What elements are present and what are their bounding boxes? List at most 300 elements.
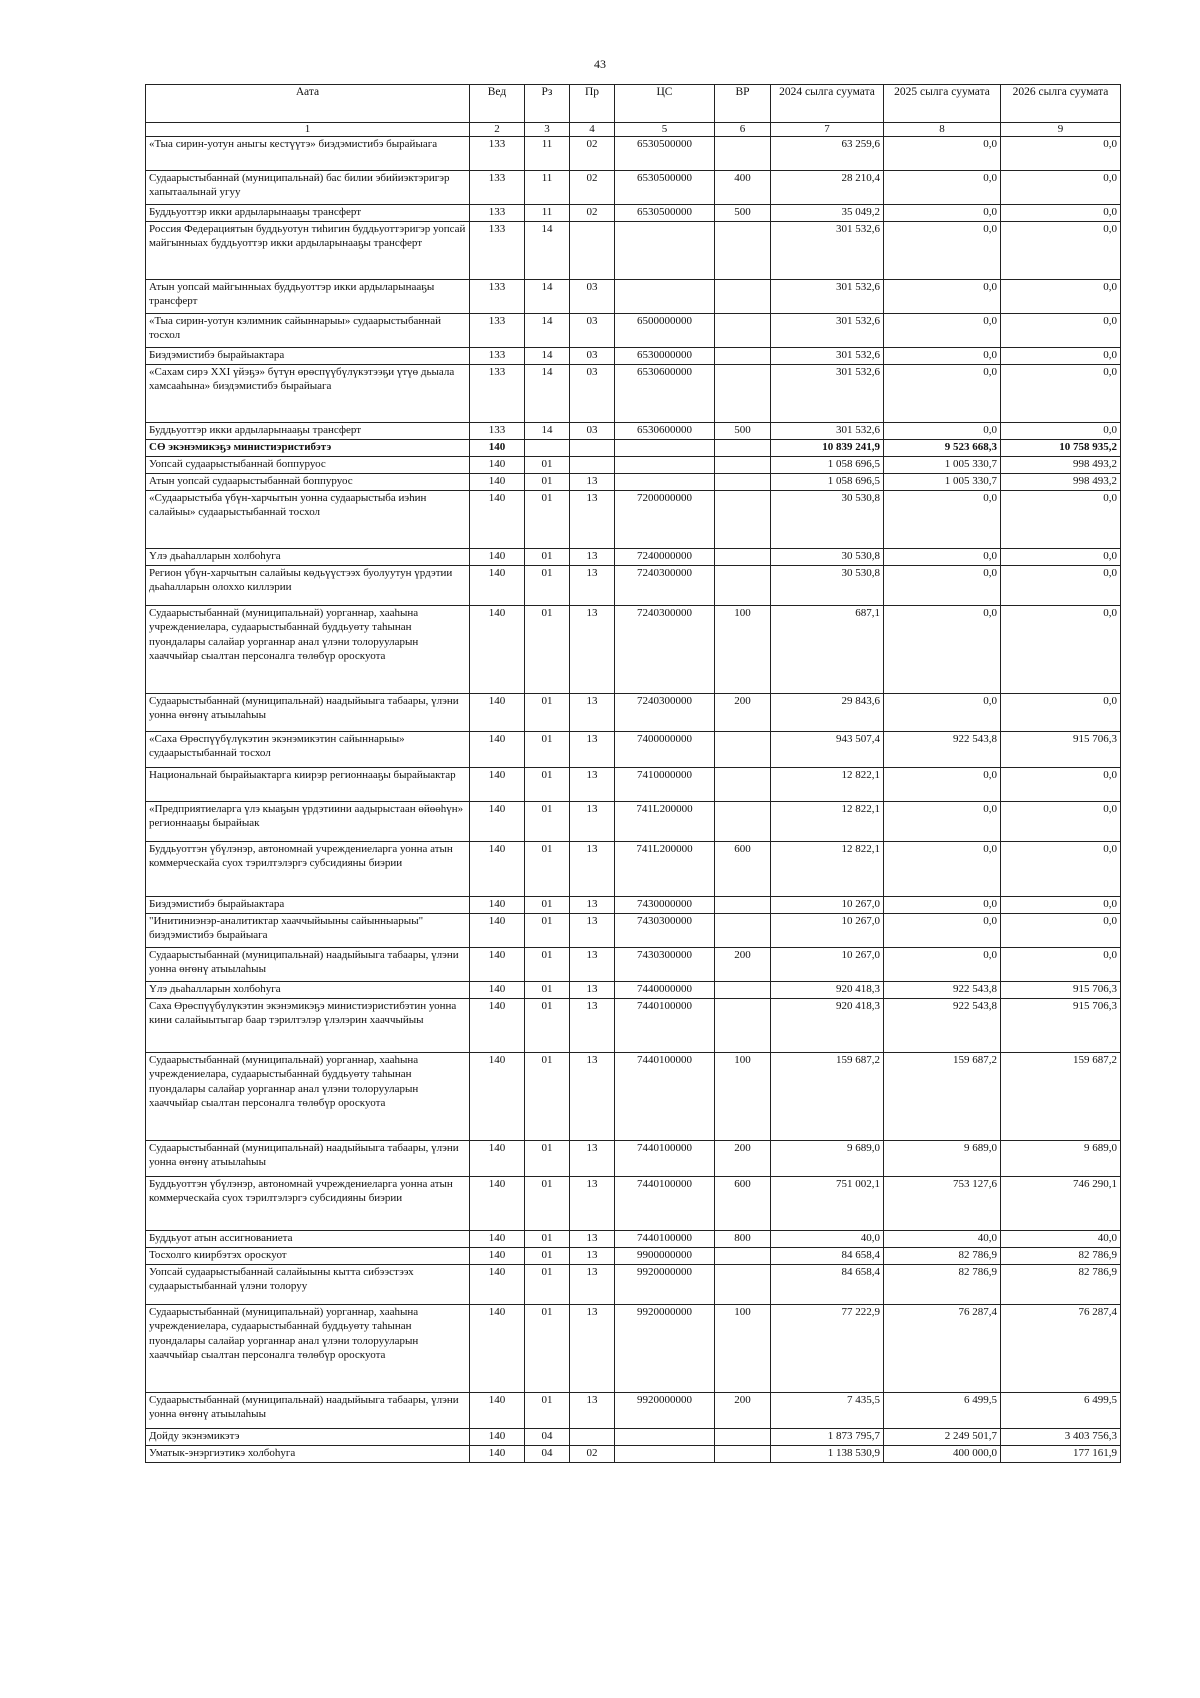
cell-2024: 12 822,1 — [771, 768, 884, 802]
cell-pr: 02 — [570, 205, 615, 222]
cell-name: Регион үбүн-харчытын салайыы көдьүүстээх буолуутун үрдэтии дьаһалларын олоххо киллэрии — [146, 566, 470, 606]
cell-cs: 6500000000 — [615, 314, 715, 348]
table-row — [146, 280, 1121, 314]
cell-vr: 400 — [715, 171, 771, 205]
cell-cs: 9900000000 — [615, 1248, 715, 1265]
cell-rz: 01 — [525, 1393, 570, 1429]
cell-2024: 28 210,4 — [771, 171, 884, 205]
cell-2026: 40,0 — [1001, 1231, 1121, 1248]
cell-cs: 741L200000 — [615, 842, 715, 897]
cell-2026: 9 689,0 — [1001, 1141, 1121, 1177]
cell-pr: 13 — [570, 732, 615, 768]
cell-pr — [570, 222, 615, 280]
cell-cs: 7410000000 — [615, 768, 715, 802]
cell-cs: 7240000000 — [615, 549, 715, 566]
cell-pr: 13 — [570, 999, 615, 1053]
cell-2025: 0,0 — [884, 222, 1001, 280]
cell-2026: 915 706,3 — [1001, 982, 1121, 999]
table-row — [146, 348, 1121, 365]
cell-ved: 140 — [470, 802, 525, 842]
cell-2026: 0,0 — [1001, 549, 1121, 566]
cell-ved: 140 — [470, 1446, 525, 1463]
cell-2025: 0,0 — [884, 842, 1001, 897]
cell-name: Судаарыстыбаннай (муниципальнай) наадыйыыга табаары, үлэни уонна өҥөнү атыылаһыы — [146, 694, 470, 732]
cell-2024: 84 658,4 — [771, 1265, 884, 1305]
cell-ved: 133 — [470, 137, 525, 171]
cell-cs: 6530500000 — [615, 137, 715, 171]
cell-ved: 140 — [470, 999, 525, 1053]
cell-name: Атын уопсай майгынныах буддьуоттэр икки ардыларынааҕы трансферт — [146, 280, 470, 314]
table-row — [146, 549, 1121, 566]
table-row — [146, 897, 1121, 914]
table-row — [146, 732, 1121, 768]
table-row — [146, 491, 1121, 549]
cell-ved: 140 — [470, 1177, 525, 1231]
cell-rz: 01 — [525, 457, 570, 474]
cell-vr — [715, 897, 771, 914]
cell-cs: 6530600000 — [615, 423, 715, 440]
cell-rz: 14 — [525, 365, 570, 423]
budget-table — [145, 84, 1121, 1463]
cell-name: Атын уопсай судаарыстыбаннай боппуруос — [146, 474, 470, 491]
col-header-cs: ЦС — [615, 85, 715, 123]
cell-ved: 140 — [470, 566, 525, 606]
cell-pr: 13 — [570, 897, 615, 914]
cell-rz: 01 — [525, 914, 570, 948]
cell-pr: 13 — [570, 1053, 615, 1141]
cell-2025: 0,0 — [884, 606, 1001, 694]
cell-ved: 133 — [470, 280, 525, 314]
table-row — [146, 222, 1121, 280]
cell-2026: 0,0 — [1001, 171, 1121, 205]
cell-vr — [715, 1446, 771, 1463]
cell-2025: 0,0 — [884, 423, 1001, 440]
col-number: 5 — [615, 123, 715, 137]
cell-rz: 01 — [525, 897, 570, 914]
col-number: 9 — [1001, 123, 1121, 137]
cell-name: Судаарыстыбаннай (муниципальнай) наадыйыыга табаары, үлэни уонна өҥөнү атыылаһыы — [146, 1141, 470, 1177]
cell-rz: 01 — [525, 1177, 570, 1231]
cell-2024: 9 689,0 — [771, 1141, 884, 1177]
cell-rz: 01 — [525, 1265, 570, 1305]
cell-2026: 82 786,9 — [1001, 1248, 1121, 1265]
cell-name: Уопсай судаарыстыбаннай салайыыны кытта сибээстээх судаарыстыбаннай үлэни толоруу — [146, 1265, 470, 1305]
cell-2026: 0,0 — [1001, 491, 1121, 549]
cell-vr — [715, 222, 771, 280]
cell-2024: 7 435,5 — [771, 1393, 884, 1429]
cell-cs: 6530500000 — [615, 171, 715, 205]
cell-2024: 1 058 696,5 — [771, 474, 884, 491]
cell-ved: 140 — [470, 842, 525, 897]
cell-ved: 140 — [470, 440, 525, 457]
cell-rz: 01 — [525, 1231, 570, 1248]
cell-rz: 01 — [525, 768, 570, 802]
cell-name: «Судаарыстыба үбүн-харчытын уонна судаарыстыба иэһин салайыы» судаарыстыбаннай тосхол — [146, 491, 470, 549]
cell-ved: 140 — [470, 457, 525, 474]
table-row — [146, 982, 1121, 999]
cell-cs: 6530600000 — [615, 365, 715, 423]
table-row — [146, 566, 1121, 606]
cell-name: Буддьуоттэр икки ардыларынааҕы трансферт — [146, 423, 470, 440]
cell-vr — [715, 457, 771, 474]
cell-pr: 13 — [570, 948, 615, 982]
cell-pr: 13 — [570, 768, 615, 802]
cell-cs: 9920000000 — [615, 1265, 715, 1305]
col-header-pr: Пр — [570, 85, 615, 123]
cell-name: Судаарыстыбаннай (муниципальнай) уорганнар, хааһына учреждениелара, судаарыстыбаннай буддьуөту таһынан пуондалары салайар уорганнар анал үлэни толорууларын хааччыйар сыалтан персоналга төлөбүр ороскуота — [146, 606, 470, 694]
cell-pr: 03 — [570, 348, 615, 365]
cell-rz: 14 — [525, 280, 570, 314]
cell-rz: 14 — [525, 348, 570, 365]
cell-name: Уматык-энэргиэтикэ холбоһуга — [146, 1446, 470, 1463]
cell-name: "Инитиниэнэр-аналитиктар хааччыйыыны сайынныарыы" биэдэмистибэ бырайыага — [146, 914, 470, 948]
cell-vr — [715, 1248, 771, 1265]
table-row — [146, 457, 1121, 474]
cell-name: Буддьуоттэр икки ардыларынааҕы трансферт — [146, 205, 470, 222]
table-row — [146, 1446, 1121, 1463]
cell-vr — [715, 474, 771, 491]
cell-2024: 63 259,6 — [771, 137, 884, 171]
col-number: 8 — [884, 123, 1001, 137]
cell-rz: 11 — [525, 171, 570, 205]
cell-pr: 02 — [570, 1446, 615, 1463]
cell-2024: 1 138 530,9 — [771, 1446, 884, 1463]
cell-2025: 0,0 — [884, 768, 1001, 802]
column-number-row — [146, 123, 1121, 137]
cell-2025: 0,0 — [884, 365, 1001, 423]
table-row — [146, 1177, 1121, 1231]
cell-2026: 0,0 — [1001, 222, 1121, 280]
cell-rz: 04 — [525, 1446, 570, 1463]
col-header-2026: 2026 сылга суумата — [1001, 85, 1121, 123]
table-row — [146, 1248, 1121, 1265]
cell-2025: 0,0 — [884, 314, 1001, 348]
col-number: 1 — [146, 123, 470, 137]
col-number: 2 — [470, 123, 525, 137]
cell-2026: 10 758 935,2 — [1001, 440, 1121, 457]
col-header-2025: 2025 сылга суумата — [884, 85, 1001, 123]
cell-2025: 0,0 — [884, 491, 1001, 549]
cell-vr — [715, 768, 771, 802]
col-number: 4 — [570, 123, 615, 137]
cell-rz: 14 — [525, 423, 570, 440]
cell-vr: 200 — [715, 948, 771, 982]
cell-2025: 0,0 — [884, 205, 1001, 222]
cell-2024: 10 267,0 — [771, 897, 884, 914]
cell-vr — [715, 137, 771, 171]
cell-2024: 10 839 241,9 — [771, 440, 884, 457]
cell-name: Россия Федерациятын буддьуотун тиһигин буддьуоттэригэр уопсай майгынныах буддьуоттэр икки ардыларынааҕы трансферт — [146, 222, 470, 280]
cell-2026: 0,0 — [1001, 566, 1121, 606]
cell-2024: 920 418,3 — [771, 999, 884, 1053]
cell-pr: 13 — [570, 1265, 615, 1305]
cell-pr: 13 — [570, 842, 615, 897]
cell-cs: 7240300000 — [615, 606, 715, 694]
cell-pr: 13 — [570, 1177, 615, 1231]
cell-2024: 30 530,8 — [771, 491, 884, 549]
cell-rz: 01 — [525, 999, 570, 1053]
cell-ved: 133 — [470, 423, 525, 440]
cell-name: Судаарыстыбаннай (муниципальнай) наадыйыыга табаары, үлэни уонна өҥөнү атыылаһыы — [146, 1393, 470, 1429]
cell-2026: 159 687,2 — [1001, 1053, 1121, 1141]
cell-2025: 2 249 501,7 — [884, 1429, 1001, 1446]
cell-ved: 133 — [470, 314, 525, 348]
cell-pr — [570, 457, 615, 474]
cell-vr: 200 — [715, 694, 771, 732]
cell-ved: 140 — [470, 948, 525, 982]
table-row — [146, 842, 1121, 897]
cell-pr: 03 — [570, 423, 615, 440]
cell-2024: 301 532,6 — [771, 314, 884, 348]
cell-pr: 03 — [570, 280, 615, 314]
cell-2026: 0,0 — [1001, 137, 1121, 171]
table-row — [146, 948, 1121, 982]
cell-2025: 400 000,0 — [884, 1446, 1001, 1463]
cell-cs: 7400000000 — [615, 732, 715, 768]
table-row — [146, 365, 1121, 423]
cell-cs: 7430300000 — [615, 914, 715, 948]
cell-rz: 01 — [525, 491, 570, 549]
cell-vr — [715, 365, 771, 423]
cell-2025: 0,0 — [884, 802, 1001, 842]
cell-2025: 922 543,8 — [884, 982, 1001, 999]
cell-cs: 6530500000 — [615, 205, 715, 222]
table-row — [146, 1305, 1121, 1393]
cell-2025: 0,0 — [884, 348, 1001, 365]
cell-cs: 741L200000 — [615, 802, 715, 842]
cell-ved: 140 — [470, 1053, 525, 1141]
cell-2024: 10 267,0 — [771, 914, 884, 948]
cell-2024: 301 532,6 — [771, 423, 884, 440]
cell-pr: 13 — [570, 606, 615, 694]
table-row — [146, 1393, 1121, 1429]
cell-pr: 02 — [570, 171, 615, 205]
cell-vr — [715, 549, 771, 566]
cell-rz: 01 — [525, 566, 570, 606]
cell-name: Национальнай бырайыактарга киирэр регионнааҕы бырайыактар — [146, 768, 470, 802]
cell-rz: 01 — [525, 1305, 570, 1393]
cell-rz: 01 — [525, 732, 570, 768]
table-row — [146, 171, 1121, 205]
cell-2024: 301 532,6 — [771, 348, 884, 365]
cell-2024: 35 049,2 — [771, 205, 884, 222]
cell-vr: 600 — [715, 842, 771, 897]
table-row — [146, 802, 1121, 842]
cell-2026: 998 493,2 — [1001, 474, 1121, 491]
cell-rz: 01 — [525, 1141, 570, 1177]
cell-ved: 140 — [470, 732, 525, 768]
cell-name: Биэдэмистибэ бырайыактара — [146, 897, 470, 914]
cell-name: «Тыа сирин-уотун аныгы кестүүтэ» биэдэмистибэ бырайыага — [146, 137, 470, 171]
cell-2025: 9 689,0 — [884, 1141, 1001, 1177]
col-header-vr: ВР — [715, 85, 771, 123]
cell-cs: 7440100000 — [615, 1177, 715, 1231]
cell-2026: 0,0 — [1001, 768, 1121, 802]
cell-vr: 500 — [715, 205, 771, 222]
cell-cs: 7430300000 — [615, 948, 715, 982]
cell-2026: 0,0 — [1001, 280, 1121, 314]
cell-cs — [615, 222, 715, 280]
cell-2024: 12 822,1 — [771, 842, 884, 897]
table-row — [146, 606, 1121, 694]
cell-rz: 14 — [525, 314, 570, 348]
cell-2024: 1 873 795,7 — [771, 1429, 884, 1446]
cell-vr — [715, 440, 771, 457]
cell-2026: 0,0 — [1001, 365, 1121, 423]
cell-pr — [570, 440, 615, 457]
col-number: 6 — [715, 123, 771, 137]
cell-name: Судаарыстыбаннай (муниципальнай) наадыйыыга табаары, үлэни уонна өҥөнү атыылаһыы — [146, 948, 470, 982]
cell-pr: 13 — [570, 1305, 615, 1393]
cell-ved: 133 — [470, 171, 525, 205]
cell-ved: 133 — [470, 348, 525, 365]
cell-pr: 13 — [570, 1248, 615, 1265]
table-row — [146, 137, 1121, 171]
cell-name: Үлэ дьаһалларын холбоһуга — [146, 982, 470, 999]
cell-2026: 0,0 — [1001, 348, 1121, 365]
cell-2025: 0,0 — [884, 948, 1001, 982]
cell-name: Судаарыстыбаннай (муниципальнай) уорганнар, хааһына учреждениелара, судаарыстыбаннай буддьуөту таһынан пуондалары салайар уорганнар анал үлэни толорууларын хааччыйар сыалтан персоналга төлөбүр ороскуота — [146, 1305, 470, 1393]
cell-ved: 140 — [470, 549, 525, 566]
cell-ved: 140 — [470, 1231, 525, 1248]
cell-rz: 14 — [525, 222, 570, 280]
cell-2026: 3 403 756,3 — [1001, 1429, 1121, 1446]
cell-cs: 9920000000 — [615, 1393, 715, 1429]
cell-vr — [715, 348, 771, 365]
table-row — [146, 768, 1121, 802]
cell-vr — [715, 1429, 771, 1446]
cell-2025: 0,0 — [884, 280, 1001, 314]
cell-2024: 29 843,6 — [771, 694, 884, 732]
cell-name: Саха Өрөспүүбүлүкэтин экэнэмикэҕэ министиэристибэтин уонна кини салайыытыгар баар тэрилтэлэр үлэлэрин хааччыйыы — [146, 999, 470, 1053]
cell-vr: 800 — [715, 1231, 771, 1248]
cell-cs: 7440100000 — [615, 1053, 715, 1141]
cell-2025: 0,0 — [884, 897, 1001, 914]
cell-2025: 922 543,8 — [884, 999, 1001, 1053]
cell-ved: 133 — [470, 205, 525, 222]
table-row — [146, 440, 1121, 457]
cell-2026: 915 706,3 — [1001, 999, 1121, 1053]
cell-rz: 11 — [525, 205, 570, 222]
cell-pr: 03 — [570, 314, 615, 348]
cell-name: Буддьуоттэн үбүлэнэр, автономнай учреждениеларга уонна атын коммерческайа суох тэрилтэлэргэ субсидияны биэрии — [146, 1177, 470, 1231]
cell-rz: 01 — [525, 1248, 570, 1265]
cell-2026: 0,0 — [1001, 897, 1121, 914]
cell-vr: 100 — [715, 606, 771, 694]
cell-2024: 943 507,4 — [771, 732, 884, 768]
cell-ved: 140 — [470, 694, 525, 732]
cell-cs: 7440100000 — [615, 999, 715, 1053]
cell-rz: 01 — [525, 1053, 570, 1141]
table-body — [146, 137, 1121, 1463]
cell-pr: 13 — [570, 549, 615, 566]
cell-2025: 1 005 330,7 — [884, 457, 1001, 474]
cell-ved: 140 — [470, 1393, 525, 1429]
cell-ved: 140 — [470, 1141, 525, 1177]
cell-rz: 04 — [525, 1429, 570, 1446]
cell-2026: 0,0 — [1001, 423, 1121, 440]
cell-name: Тосхолго киирбэтэх ороскуот — [146, 1248, 470, 1265]
cell-2025: 0,0 — [884, 914, 1001, 948]
cell-vr — [715, 982, 771, 999]
cell-cs: 7240300000 — [615, 694, 715, 732]
cell-cs: 7240300000 — [615, 566, 715, 606]
cell-2026: 0,0 — [1001, 314, 1121, 348]
cell-cs — [615, 280, 715, 314]
cell-cs — [615, 457, 715, 474]
cell-ved: 140 — [470, 897, 525, 914]
cell-vr: 200 — [715, 1393, 771, 1429]
cell-name: Судаарыстыбаннай (муниципальнай) бас билии эбийиэктэригэр хапытаалынай угуу — [146, 171, 470, 205]
cell-cs: 7440100000 — [615, 1141, 715, 1177]
cell-cs: 7440000000 — [615, 982, 715, 999]
cell-pr: 13 — [570, 694, 615, 732]
cell-2024: 84 658,4 — [771, 1248, 884, 1265]
cell-name: Судаарыстыбаннай (муниципальнай) уорганнар, хааһына учреждениелара, судаарыстыбаннай буддьуөту таһынан пуондалары салайар уорганнар анал үлэни толорууларын хааччыйар сыалтан персоналга төлөбүр ороскуота — [146, 1053, 470, 1141]
table-row — [146, 1265, 1121, 1305]
cell-name: «Тыа сирин-уотун кэлимник сайыннарыы» судаарыстыбаннай тосхол — [146, 314, 470, 348]
table-row — [146, 999, 1121, 1053]
cell-cs — [615, 1446, 715, 1463]
cell-rz: 01 — [525, 842, 570, 897]
cell-ved: 140 — [470, 606, 525, 694]
cell-2024: 77 222,9 — [771, 1305, 884, 1393]
cell-2026: 0,0 — [1001, 842, 1121, 897]
cell-2024: 920 418,3 — [771, 982, 884, 999]
cell-ved: 140 — [470, 914, 525, 948]
cell-2025: 0,0 — [884, 549, 1001, 566]
cell-cs — [615, 440, 715, 457]
header-row — [146, 85, 1121, 123]
cell-2024: 12 822,1 — [771, 802, 884, 842]
cell-2026: 82 786,9 — [1001, 1265, 1121, 1305]
cell-ved: 140 — [470, 491, 525, 549]
cell-2026: 0,0 — [1001, 694, 1121, 732]
cell-name: Дойду экэнэмикэтэ — [146, 1429, 470, 1446]
cell-2024: 301 532,6 — [771, 222, 884, 280]
table-row — [146, 694, 1121, 732]
cell-vr: 600 — [715, 1177, 771, 1231]
col-header-name: Аата — [146, 85, 470, 123]
cell-rz: 01 — [525, 549, 570, 566]
cell-vr — [715, 802, 771, 842]
cell-2024: 30 530,8 — [771, 549, 884, 566]
cell-2024: 751 002,1 — [771, 1177, 884, 1231]
cell-2024: 687,1 — [771, 606, 884, 694]
cell-cs — [615, 474, 715, 491]
cell-2025: 922 543,8 — [884, 732, 1001, 768]
cell-2025: 76 287,4 — [884, 1305, 1001, 1393]
cell-2025: 0,0 — [884, 694, 1001, 732]
cell-name: Буддьуот атын ассигнованиета — [146, 1231, 470, 1248]
cell-rz: 01 — [525, 606, 570, 694]
cell-2024: 159 687,2 — [771, 1053, 884, 1141]
cell-vr — [715, 732, 771, 768]
cell-2024: 1 058 696,5 — [771, 457, 884, 474]
cell-rz — [525, 440, 570, 457]
cell-2026: 746 290,1 — [1001, 1177, 1121, 1231]
table-row — [146, 914, 1121, 948]
cell-name: Үлэ дьаһалларын холбоһуга — [146, 549, 470, 566]
cell-name: Биэдэмистибэ бырайыактара — [146, 348, 470, 365]
cell-vr — [715, 1265, 771, 1305]
cell-cs: 9920000000 — [615, 1305, 715, 1393]
cell-pr: 03 — [570, 365, 615, 423]
cell-2025: 0,0 — [884, 137, 1001, 171]
cell-pr: 13 — [570, 1393, 615, 1429]
cell-cs: 7200000000 — [615, 491, 715, 549]
cell-rz: 01 — [525, 982, 570, 999]
